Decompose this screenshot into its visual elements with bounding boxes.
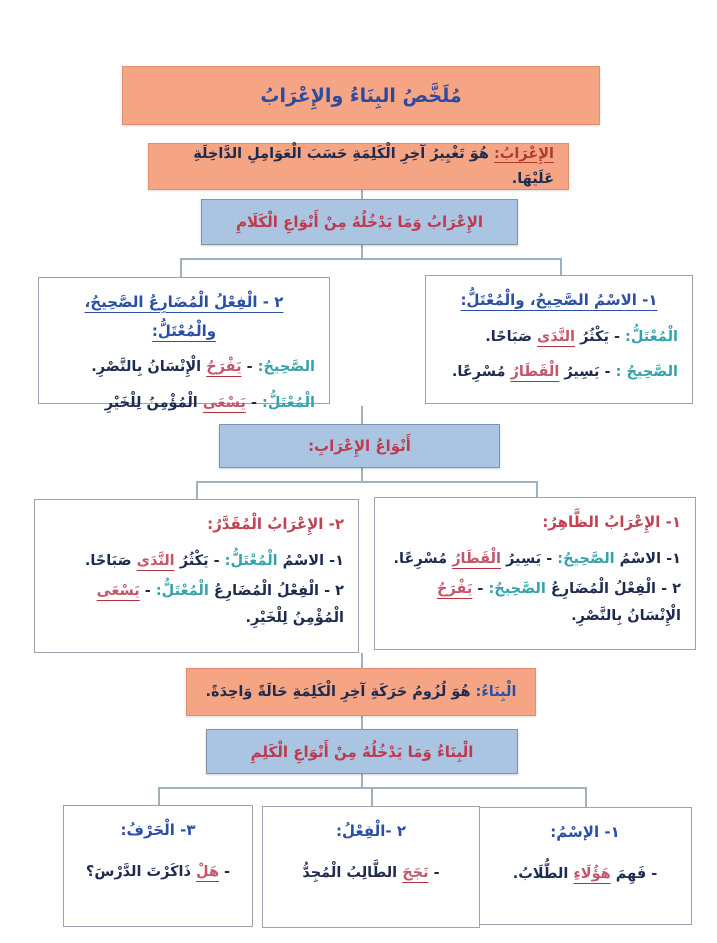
connector-line	[158, 787, 160, 805]
example-line: الْمُعْتَلُّ: - يَسْعَى الْمُؤْمِنُ لِلْخَيْرِ	[104, 394, 315, 411]
connector-line	[536, 481, 538, 497]
apparent-i3rab-box	[374, 497, 696, 650]
connector-line	[180, 258, 561, 260]
page-title: مُلَخَّصُ البِنَاءُ والإِعْرَابُ	[260, 84, 462, 107]
i3rab-definition-text	[149, 142, 568, 191]
connector-line	[585, 787, 587, 807]
bina-harf-heading: ٣- الْحَرْفُ:	[120, 821, 196, 839]
example-line: - هَلْ ذَاكَرْتَ الدَّرْسَ؟	[85, 863, 231, 880]
bina-types-header-text: الْبِنَاءُ وَمَا يَدْخُلُهُ مِنْ أَنْوَاعِ الْكَلِمِ	[250, 742, 474, 761]
bina-noun-box	[478, 807, 692, 925]
connector-line	[560, 258, 562, 275]
connector-line	[180, 258, 182, 277]
i3rab-types-header	[201, 199, 518, 245]
example-line: الصَّحِيحُ : - يَسِيرُ الْقَطَارُ مُسْرِعًا.	[451, 364, 678, 381]
connector-line	[371, 787, 373, 806]
i3rab-definition-box	[148, 143, 569, 190]
example-line: ٢ - الْفِعْلُ الْمُضَارِعُ الصَّحِيحُ: - يَفْرَحُ الْإِنْسَانُ بِالنَّصْرِ.	[437, 581, 681, 625]
connector-line	[361, 406, 363, 424]
connector-line	[361, 245, 363, 258]
definition-body: هُوَ لُزُومُ حَرَكَةِ آخِرِ الْكَلِمَةِ حَالَةً وَاحِدَةً.	[205, 683, 476, 700]
bina-types-header	[206, 729, 518, 774]
i3rab-types-header-text: الإِعْرَابُ وَمَا يَدْخُلُهُ مِنْ أَنْوَاعِ الْكَلَامِ	[235, 213, 484, 231]
bina-definition-text	[192, 680, 531, 705]
example-line: ٢ - الْفِعْلُ الْمُضَارِعُ الْمُعْتَلُّ: - يَسْعَى الْمُؤْمِنُ لِلْخَيْرِ.	[96, 583, 344, 627]
title-banner	[122, 66, 600, 125]
verb-types-heading: ٢ - الْفِعْلُ الْمُضَارِعُ الصَّحِيحُ، والْمُعْتَلُّ:	[84, 293, 284, 340]
connector-line	[196, 481, 198, 499]
definition-term: الْبِنَاءُ:	[475, 683, 517, 700]
apparent-i3rab-heading: ١- الإِعْرَابُ الظَّاهِرُ:	[542, 513, 681, 531]
connector-line	[196, 481, 537, 483]
connector-line	[361, 774, 363, 787]
example-line: - فَهِمَ هَؤُلَاءِ الطُّلَابُ.	[512, 865, 658, 882]
estimated-i3rab-box	[34, 499, 359, 653]
verb-types-box	[38, 277, 330, 411]
example-line: ١- الاسْمُ الْمُعْتَلُّ: - يَكْثُرُ النَّدَى صَبَاحًا.	[84, 552, 344, 569]
connector-line	[361, 653, 363, 668]
bina-harf-box	[63, 805, 253, 927]
definition-term: الإِعْرَابُ:	[493, 145, 554, 162]
definition-body: هُوَ تَغْيِيرُ آخِرِ الْكَلِمَةِ حَسَبَ الْعَوَامِلِ الدَّاخِلَةِ عَلَيْهَا.	[193, 145, 554, 187]
i3rab-kinds-header-text: أَنْوَاعُ الإِعْرَابِ:	[308, 437, 411, 455]
example-line: ١- الاسْمُ الصَّحِيحُ: - يَسِيرُ الْقَطَارُ مُسْرِعًا.	[393, 550, 681, 567]
estimated-i3rab-heading: ٢- الإِعْرَابُ الْمُقَدَّرُ:	[207, 515, 344, 533]
connector-line	[361, 716, 363, 729]
noun-types-box	[425, 275, 693, 404]
example-line: الْمُعْتَلُّ: - يَكْثُرُ النَّدَى صَبَاحًا.	[485, 328, 678, 345]
bina-definition-box	[186, 668, 536, 716]
bina-noun-heading: ١- الإسْمُ:	[550, 823, 620, 841]
example-line: الصَّحِيحُ: - يَفْرَحُ الْإِنْسَانُ بِالنَّصْرِ.	[91, 359, 315, 375]
bina-verb-heading: ٢ -الْفِعْلُ:	[335, 822, 407, 840]
noun-types-heading: ١- الاسْمُ الصَّحِيحُ، والْمُعْتَلُّ:	[460, 291, 658, 309]
connector-line	[361, 190, 363, 199]
bina-verb-box	[262, 806, 480, 928]
connector-line	[361, 468, 363, 481]
example-line: - نَجَحَ الطَّالِبُ الْمُجِدُّ	[302, 864, 440, 881]
i3rab-kinds-header	[219, 424, 500, 468]
